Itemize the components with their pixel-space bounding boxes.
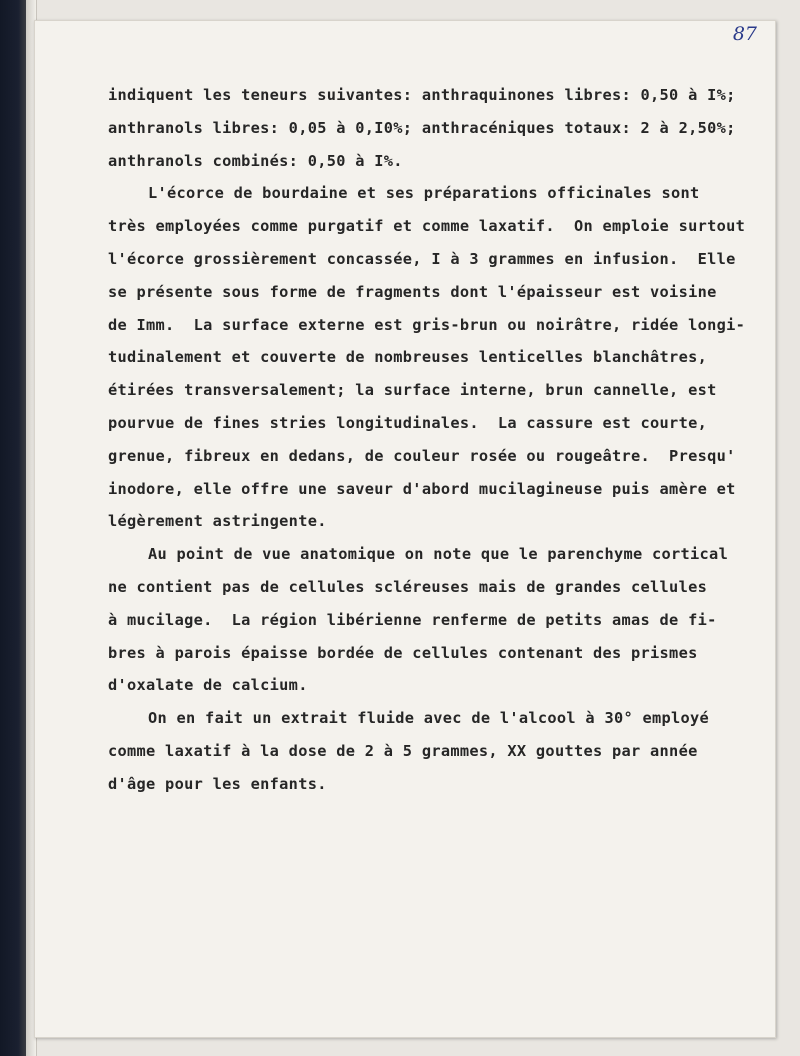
paragraph-3 [108, 538, 768, 702]
text-line: On en fait un extrait fluide avec de l'alcool à 30° employé [148, 709, 710, 728]
page-number: 87 [732, 23, 757, 45]
paragraph-1 [108, 79, 768, 177]
text-line: tudinalement et couverte de nombreuses lenticelles blanchâtres, [108, 348, 708, 367]
text-line: grenue, fibreux en dedans, de couleur rosée ou rougeâtre. Presqu' [108, 446, 736, 465]
text-line: pourvue de fines stries longitudinales. La cassure est courte, [108, 413, 708, 432]
text-line: l'écorce grossièrement concassée, I à 3 grammes en infusion. Elle [108, 249, 736, 268]
text-line: indiquent les teneurs suivantes: anthraquinones libres: 0,50 à I%; [108, 86, 736, 104]
text-line: étirées transversalement; la surface interne, brun cannelle, est [108, 381, 717, 400]
typewritten-page [34, 20, 776, 1038]
text-line: de Imm. La surface externe est gris-brun ou noirâtre, ridée longi- [108, 315, 746, 334]
book-binding-edge [0, 0, 26, 1056]
text-line: anthranols libres: 0,05 à 0,I0%; anthracéniques totaux: 2 à 2,50%; [108, 118, 736, 137]
text-line: L'écorce de bourdaine et ses préparations officinales sont [148, 184, 700, 203]
text-line: très employées comme purgatif et comme laxatif. On emploie surtout [108, 217, 746, 236]
text-line: d'oxalate de calcium. [108, 676, 308, 695]
text-line: comme laxatif à la dose de 2 à 5 grammes, XX gouttes par année [108, 741, 698, 760]
text-line: Au point de vue anatomique on note que le parenchyme cortical [148, 545, 729, 564]
body-text [108, 79, 768, 801]
text-line: se présente sous forme de fragments dont l'épaisseur est voisine [108, 282, 717, 301]
text-line: légèrement astringente. [108, 512, 327, 531]
paragraph-2 [108, 177, 768, 538]
text-line: inodore, elle offre une saveur d'abord mucilagineuse puis amère et [108, 479, 736, 498]
text-line: anthranols combinés: 0,50 à I%. [108, 151, 403, 170]
text-line: à mucilage. La région libérienne renferme de petits amas de fi- [108, 610, 717, 629]
text-line: d'âge pour les enfants. [108, 774, 327, 793]
text-line: bres à parois épaisse bordée de cellules contenant des prismes [108, 643, 698, 662]
text-line: ne contient pas de cellules scléreuses mais de grandes cellules [108, 577, 708, 596]
paragraph-4 [108, 702, 768, 800]
